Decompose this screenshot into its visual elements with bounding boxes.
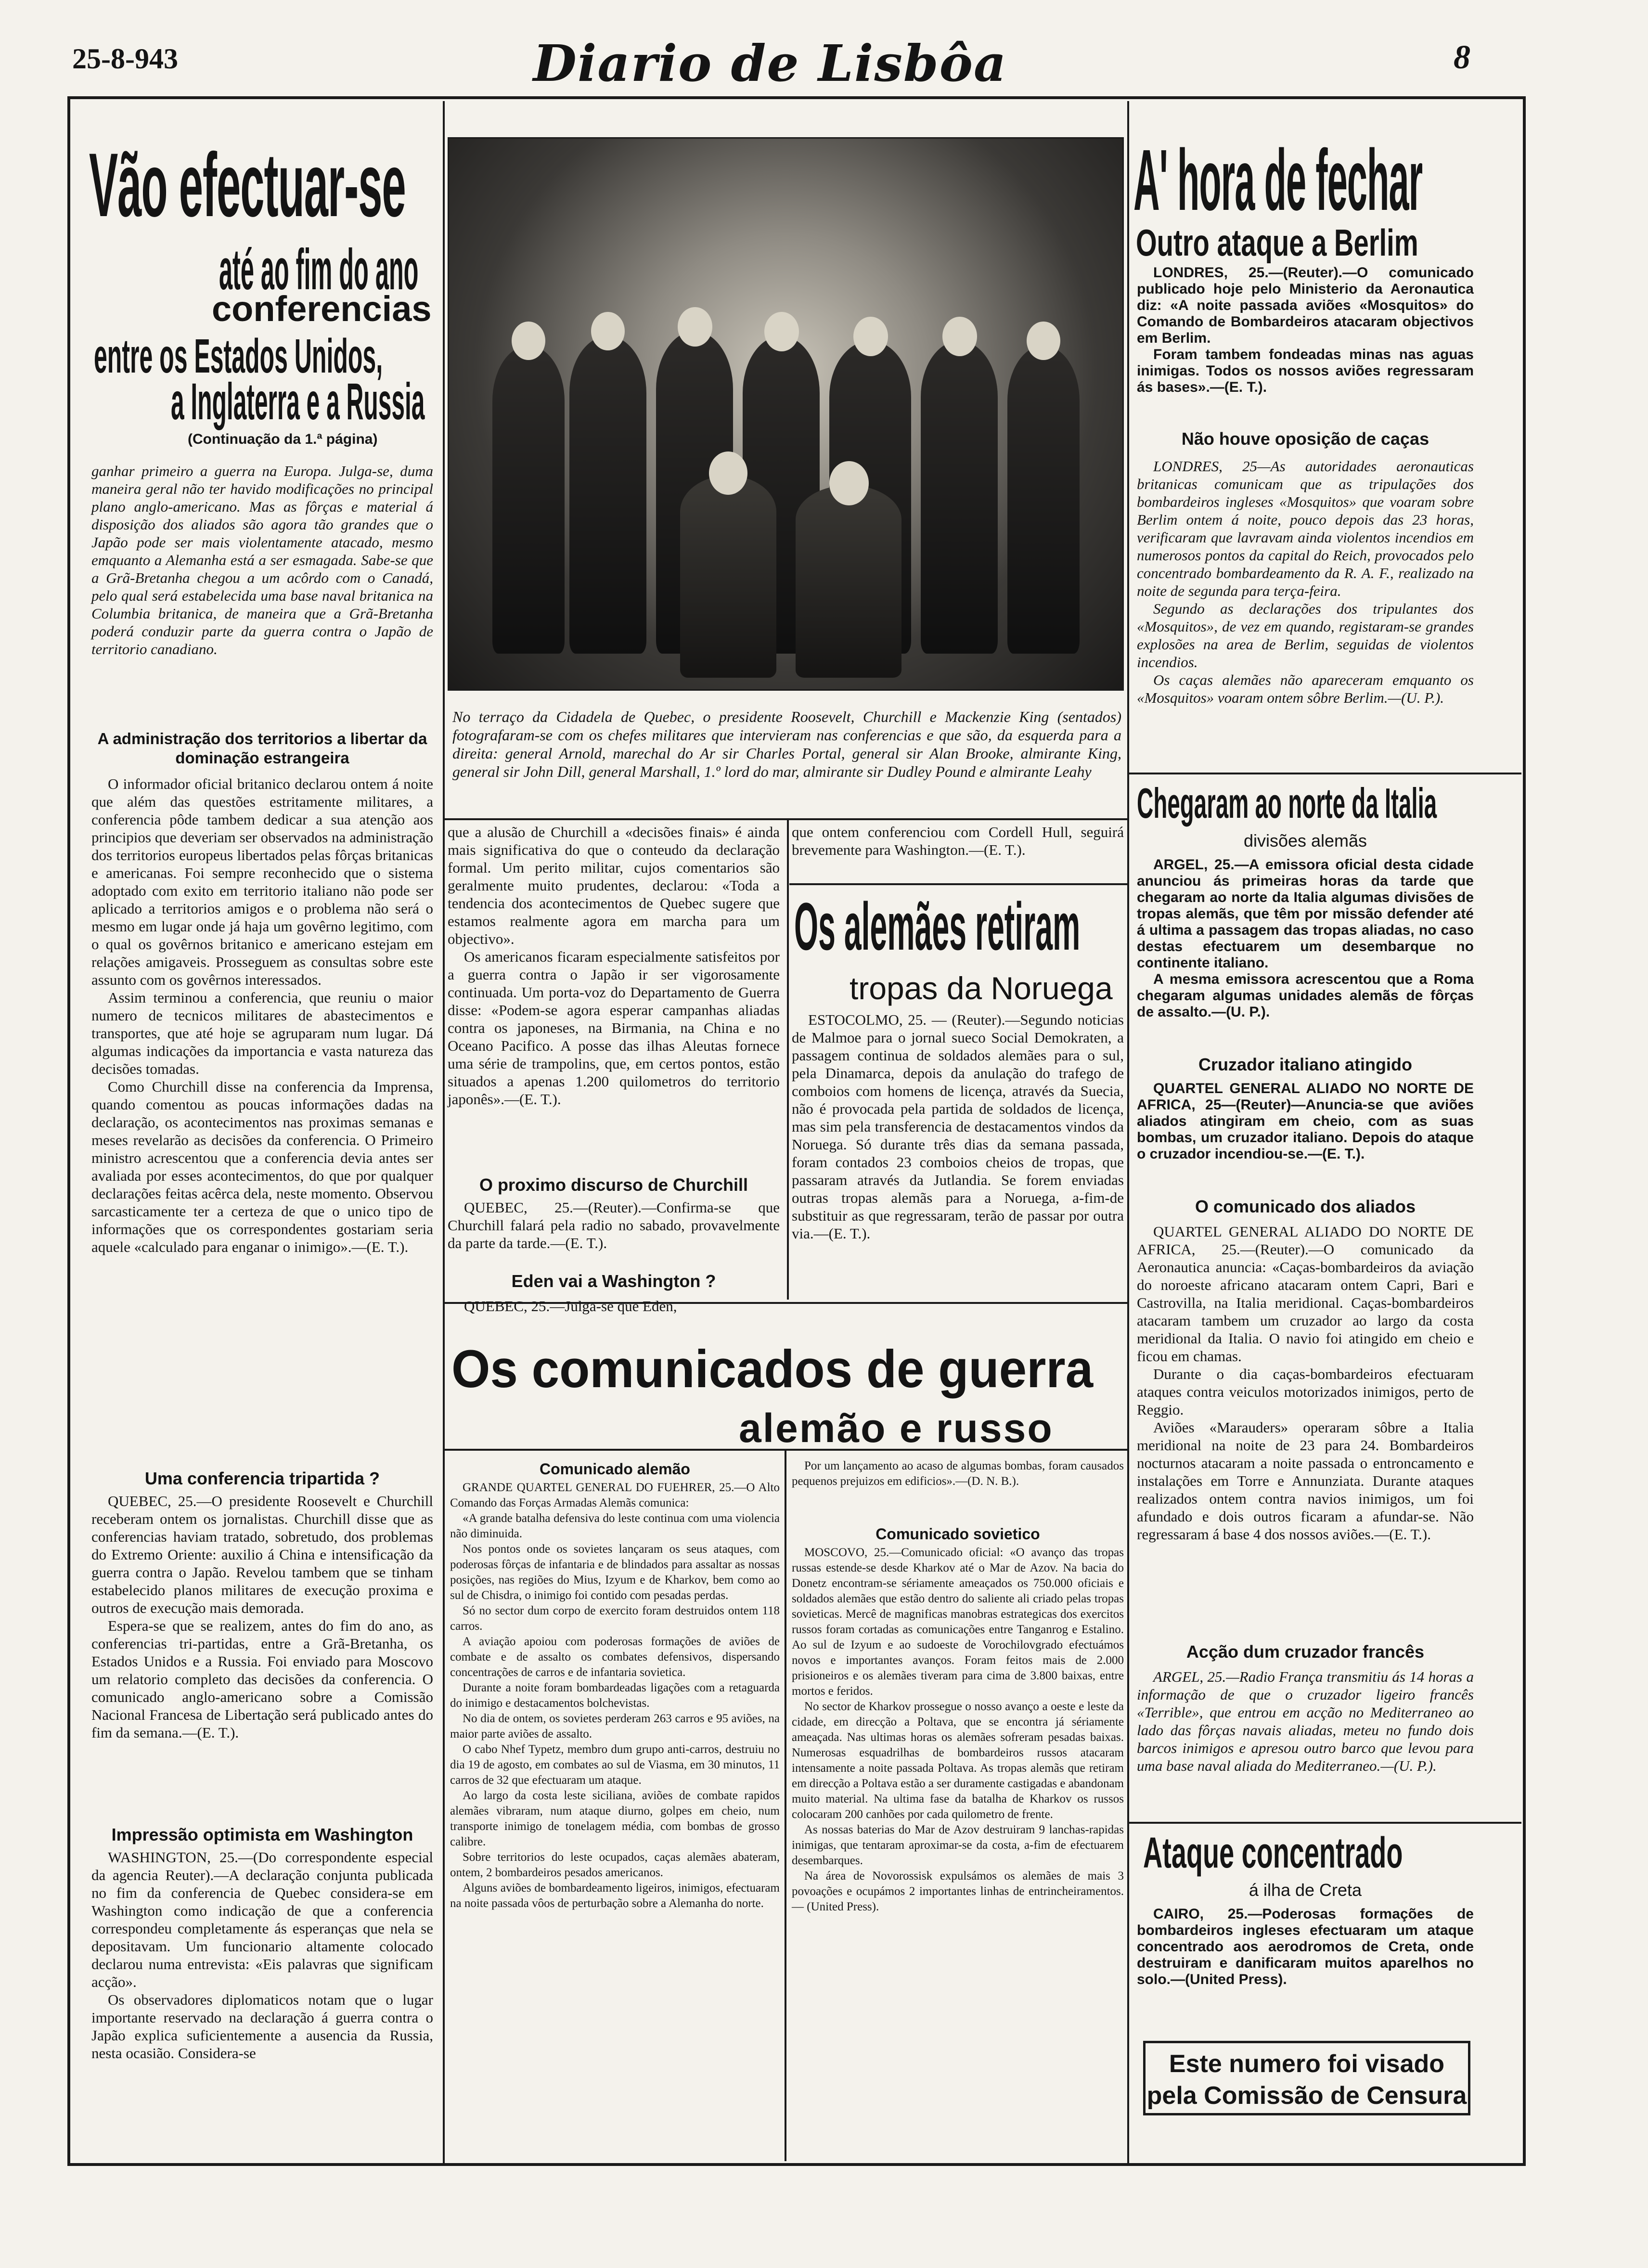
masthead-title: Diario de Lisbôa xyxy=(533,34,1007,93)
paragraph: Só no sector dum corpo de exercito foram destruidos ontem 118 carros. xyxy=(450,1604,780,1633)
paragraph: No dia de ontem, os sovietes perderam 263 carros e 95 aviões, na maior parte aviões de assalto. xyxy=(450,1712,780,1740)
censorship-stamp xyxy=(1143,2041,1470,2115)
section-subheading: Não houve oposição de caças xyxy=(1181,429,1429,449)
paragraph: As nossas baterias do Mar de Azov destruiram 9 lanchas-rapidas inimigas, que tentaram aproximar-se da costa, a-fim de efectuarem desembarques. xyxy=(792,1823,1124,1867)
section-subheading: A administração dos territorios a libertar da dominação estrangeira xyxy=(97,730,427,767)
paragraph: Aviões «Marauders» operaram sôbre a Italia meridional na noite de 23 para 24. Bombardeiros nocturnos atacaram a noite passada o entroncamento e instalações em Torre e Annunziata. Durante ataques realizados ontem contra navios inimigos, um foi afundado e dois outros ficaram a afundar-se. Não regressaram á base 4 dos nossos aviões.—(E. T.). xyxy=(1137,1419,1474,1543)
article-text xyxy=(792,1545,1124,1915)
italia-deck: divisões alemãs xyxy=(1243,831,1367,850)
paragraph: «A grande batalha defensiva do leste continua com uma violencia não diminuida. xyxy=(450,1512,780,1540)
section-subheading: Comunicado alemão xyxy=(540,1460,690,1478)
paragraph: Por um lançamento ao acaso de algumas bombas, foram causados pequenos prejuizos em edificios».—(D. N. B.). xyxy=(792,1459,1124,1488)
paragraph: No sector de Kharkov prossegue o nosso avanço a oeste e leste da cidade, em direcção a Poltava, que se encontra já sériamente ameaçada. Nas ultimas horas os alemães sofreram pesadas baixas. Numerosas esquadrilhas de bombardeiros russos atacaram intensamente a noite passada Poltava. As tropas alemãs que retiram em direcção a Poltava estão a ser duramente castigadas e abandonam muito material. Na ultima fase da batalha de Kharkov os russos colocaram 200 canhões por cada quilometro de frente. xyxy=(792,1700,1124,1821)
paragraph: Durante o dia caças-bombardeiros efectuaram ataques contra veiculos motorizados inimigos, perto de Reggio. xyxy=(1137,1366,1474,1418)
paragraph: Alguns aviões de bombardeamento ligeiros, inimigos, efectuaram na noite passada vôos de perturbação sobre a Alemanha do norte. xyxy=(450,1881,780,1910)
conference-photo xyxy=(448,137,1124,691)
norway-headline: Os alemães retiram xyxy=(794,889,1081,964)
paragraph: Foram tambem fondeadas minas nas aguas inimigas. Todos os nossos aviões regressaram ás bases».—(E. T.). xyxy=(1137,347,1474,395)
page-number: 8 xyxy=(1454,39,1470,76)
paragraph: ESTOCOLMO, 25. — (Reuter).—Segundo noticias de Malmoe para o jornal sueco Social Demokraten, a passagem continua de soldados alemães para o sul, pela Dinamarca, depois da anulação do trafego de comboios com homens de licença, através da Suecia, não é provocada pela partida de soldados de licença, mas sim pela transferencia de destacamentos vindos da Noruega. Só durante três dias da semana passada, foram contados 23 comboios cheios de tropas, que passaram através da Jutlandia. Se forem enviadas outras tropas alemãs para a Noruega, a-fim-de substituir as que regressaram, terão de passar por outra via.—(E. T.). xyxy=(792,1011,1124,1242)
communiques-headline: Os comunicados de guerra xyxy=(451,1340,1094,1399)
article-text xyxy=(1137,1081,1474,1162)
article-text xyxy=(448,823,780,1108)
paragraph: A mesma emissora acrescentou que a Roma chegaram algumas unidades alemãs de fôrças de assalto.—(U. P.). xyxy=(1137,971,1474,1020)
section-divider xyxy=(445,1449,1127,1451)
article-text xyxy=(91,1848,433,2062)
article-text xyxy=(792,1011,1124,1242)
article-text xyxy=(792,823,1124,859)
left-deck-2: conferencias xyxy=(212,289,432,329)
photo-caption: No terraço da Cidadela de Quebec, o presidente Roosevelt, Churchill e Mackenzie King (sentados) fotografaram-se com os chefes militares que intervieram nas conferencias e que são, da esquerda para a direita: general Arnold, marechal do Ar sir Charles Portal, general sir Alan Brooke, almirante King, general sir John Dill, general Marshall, 1.º lord do mar, almirante sir Dudley Pound e almirante Leahy xyxy=(452,708,1121,780)
section-divider xyxy=(445,1302,1127,1304)
paragraph: Assim terminou a conferencia, que reuniu o maior numero de tecnicos militares de abastecimentos e transportes, que até hoje se agruparam num lugar. Dá algumas indicações da importancia e vasta natureza das decisões tomadas. xyxy=(91,989,433,1077)
section-subheading: Eden vai a Washington ? xyxy=(511,1271,716,1291)
paragraph: Espera-se que se realizem, antes do fim do ano, as conferencias tri-partidas, entre a Grã-Bretanha, os Estados Unidos e a Russia. Foi enviado para Moscovo um relatorio completo das decisões da conferencia. O comunicado anglo-americano sobre a Comissão Nacional Francesa de Libertação será publicado antes do fim da semana.—(E. T.). xyxy=(91,1617,433,1741)
article-text xyxy=(91,775,433,1256)
italia-headline: Chegaram ao norte da Italia xyxy=(1137,779,1437,827)
paragraph: Nos pontos onde os sovietes lançaram os seus ataques, com poderosas fôrças de infantaria e de blindados para assaltar as nossas posições, nas regiões do Mius, Izyum e de Kharkov, bem como ao sul de Chisdra, o inimigo foi contido com pesadas perdas. xyxy=(450,1543,780,1602)
continuation-note: (Continuação da 1.ª página) xyxy=(188,431,378,447)
section-divider xyxy=(1129,1822,1521,1824)
paragraph: ARGEL, 25.—Radio França transmitiu ás 14 horas a informação de que o cruzador ligeiro francês «Terrible», que entrou em acção no Mediterraneo ao lado das fôrças navais aliadas, meteu no fundo dois barcos inimigos e apresou outro barco que levou para uma base naval aliada do Mediterraneo.—(U. P.). xyxy=(1137,1668,1474,1774)
paragraph: GRANDE QUARTEL GENERAL DO FUEHRER, 25.—O Alto Comando das Forças Armadas Alemãs comunica: xyxy=(450,1481,780,1509)
paragraph: O informador oficial britanico declarou ontem á noite que além das questões estritamente militares, a conferencia pôde tambem dedicar a sua atenção aos principios que deveriam ser observados na administração dos territorios europeus libertados pelas fôrças britanicas e americanas. Foi sempre reconhecido que o sistema adoptado com exito em territorio italiano não pode ser aplicado a territorios amigos e o problema não será o mesmo em lugar onde já haja um govêrno legitimo, com o qual os govêrnos britanico e americano estejam em relações amigaveis. Prosseguem as consultas sobre este assunto com os govêrnos interessados. xyxy=(91,775,433,988)
article-text xyxy=(1137,857,1474,1020)
paragraph: QUEBEC, 25.—(Reuter).—Confirma-se que Churchill falará pela radio no sabado, provavelmente da parte da tarde.—(E. T.). xyxy=(448,1199,780,1251)
article-text xyxy=(1137,265,1474,396)
article-text xyxy=(1137,1223,1474,1543)
left-deck-4: a Inglaterra e a Russia xyxy=(171,372,425,430)
creta-headline: Ataque concentrado xyxy=(1143,1829,1403,1877)
right-headline: A' hora de fechar xyxy=(1133,132,1423,229)
paragraph: ARGEL, 25.—A emissora oficial desta cidade anunciou ás primeiras horas da tarde que chegaram ao norte da Italia algumas divisões de tropas alemãs, que têm por missão defender até á ultima a passagem das tropas aliadas, no caso destas efectuarem um desembarque no continente italiano. xyxy=(1137,857,1474,971)
section-divider xyxy=(445,818,1127,820)
article-text xyxy=(91,462,433,658)
left-headline: Vão efectuar-se xyxy=(89,134,406,235)
paragraph: ganhar primeiro a guerra na Europa. Julga-se, duma maneira geral não ter havido modificações no principal plano anglo-americano. Mas as fôrças e material á disposição dos aliados são agora tão grandes que o Japão pode ser mais violentamente atacado, mesmo emquanto a Alemanha está a ser esmagada. Sabe-se que a Grã-Bretanha chegou a um acôrdo com o Canadá, pelo qual será estabelecida uma base naval britanica na Columbia britanica, de maneira que a Grã-Bretanha poderá conduzir parte da guerra contra o Japão de territorio canadiano. xyxy=(91,463,433,657)
paragraph: QUARTEL GENERAL ALIADO NO NORTE DE AFRICA, 25—(Reuter)—Anuncia-se que aviões aliados atingiram em cheio, com as suas bombas, um cruzador italiano. Depois do ataque o cruzador incendiou-se.—(E. T.). xyxy=(1137,1081,1474,1162)
paragraph: QUEBEC, 25.—O presidente Roosevelt e Churchill receberam ontem os jornalistas. Churchill disse que as conferencias haviam tratado, sobretudo, dos problemas do Extremo Oriente: auxilio á China e intensificação da guerra contra o Japão. Revelou tambem que se tinham estabelecido planos militares de execução proxima e outros de execução mais demorada. xyxy=(91,1493,433,1616)
censorship-line-1: Este numero foi visado xyxy=(1169,2050,1445,2078)
section-divider xyxy=(1129,773,1521,774)
paragraph: que a alusão de Churchill a «decisões finais» é ainda mais significativa do que o conteudo da declaração formal. Um perito militar, cujos comentarios são geralmente muito prudentes, declarou: «Toda a tendencia dos acontecimentos de Quebec sugere que estamos realmente agora em marcha para um objectivo». xyxy=(448,824,780,947)
section-subheading: Comunicado sovietico xyxy=(876,1525,1040,1543)
masthead-date: 25-8-943 xyxy=(72,43,178,75)
article-text xyxy=(1137,1906,1474,1988)
paragraph: Segundo as declarações dos tripulantes dos «Mosquitos», de vez em quando, registaram-se grandes explosões na area de Berlim, seguidas de violentos incendios. xyxy=(1137,600,1474,670)
article-text xyxy=(91,1492,433,1741)
paragraph: Sobre territorios do leste ocupados, caças alemães abateram, ontem, 2 bombardeiros pesados americanos. xyxy=(450,1851,780,1879)
paragraph: que ontem conferenciou com Cordell Hull, seguirá brevemente para Washington.—(E. T.). xyxy=(792,824,1124,858)
section-subheading: O proximo discurso de Churchill xyxy=(479,1175,748,1195)
paragraph: LONDRES, 25.—(Reuter).—O comunicado publicado hoje pelo Ministerio da Aeronautica diz: «A noite passada aviões «Mosquitos» do Comando de Bombardeiros atacaram objectivos em Berlim. xyxy=(1137,265,1474,346)
left-deck-3: entre os Estados Unidos, xyxy=(94,329,383,383)
article-text xyxy=(450,1480,780,1911)
communiques-deck: alemão e russo xyxy=(739,1405,1054,1451)
article-text xyxy=(448,1198,780,1252)
article-text xyxy=(1137,457,1474,707)
section-subheading: Acção dum cruzador francês xyxy=(1186,1642,1425,1662)
paragraph: CAIRO, 25.—Poderosas formações de bombardeiros ingleses efectuaram um ataque concentrado aos aerodromos de Creta, onde destruiram e danificaram muitos aparelhos no solo.—(United Press). xyxy=(1137,1906,1474,1987)
section-subheading: Outro ataque a Berlim xyxy=(1136,221,1418,264)
paragraph: Os observadores diplomaticos notam que o lugar importante reservado na declaração á guerra contra o Japão explica suficientemente a ausencia da Russia, nesta ocasião. Considera-se xyxy=(91,1991,433,2062)
section-subheading: Impressão optimista em Washington xyxy=(111,1825,413,1844)
paragraph: QUARTEL GENERAL ALIADO DO NORTE DE AFRICA, 25.—(Reuter).—O comunicado da Aeronautica anuncia: «Caças-bombardeiros da aviação do noroeste africano atacaram ontem Capri, Bari e Castrovilla, na Italia meridional. Caças-bombardeiros atacaram tambem um cruzador ao largo da costa meridional da Italia. O navio foi atingido em cheio e ficou em chamas. xyxy=(1137,1223,1474,1365)
paragraph: MOSCOVO, 25.—Comunicado oficial: «O avanço das tropas russas estende-se desde Kharkov até o Mar de Azov. Na bacia do Donetz encontram-se sériamente ameaçados os 750.000 oficiais e soldados alemães que estão dentro do saliente ali criado pelas tropas sovieticas. Mercê de magnificas manobras estrategicas dos exercitos russos foram cortadas as comunicações entre Tanganrog e Estalino. Ao sul de Izyum e ao sudoeste de Vorochilovgrado efectuámos novos e importantes avanços. Foram feitos mais de 2.000 prisioneiros e os alemães tiveram para cima de 3.800 baixas, entre mortos e feridos. xyxy=(792,1546,1124,1698)
article-text xyxy=(1137,1668,1474,1775)
paragraph: Os caças alemães não apareceram emquanto os «Mosquitos» voaram ontem sôbre Berlim.—(U. P.). xyxy=(1137,671,1474,706)
section-subheading: Uma conferencia tripartida ? xyxy=(144,1469,380,1488)
paragraph: Os americanos ficaram especialmente satisfeitos por a guerra contra o Japão ir ser vigorosamente continuada. Um porta-voz do Departamento de Guerra disse: «Podem-se agora esperar campanhas aliadas contra os japoneses, na Birmania, na China e no Oceano Pacifico. A posse das ilhas Aleutas fornece uma série de trampolins, que, em certos pontos, estão situados a apenas 1.200 quilometros do territorio japonês».—(E. T.). xyxy=(448,948,780,1108)
section-divider xyxy=(789,883,1127,885)
paragraph: Na área de Novorossisk expulsámos os alemães de mais 3 povoações e ocupámos 2 importantes linhas de entrincheiramentos. — (United Press). xyxy=(792,1869,1124,1913)
article-text xyxy=(448,1297,780,1315)
column-rule xyxy=(443,101,445,2166)
paragraph: Ao largo da costa leste siciliana, aviões de combate rapidos alemães vibraram, num ataque diurno, golpes em cheio, num transporte inimigo de tonelagem média, com bombas de grosso calibre. xyxy=(450,1789,780,1848)
paragraph: Como Churchill disse na conferencia da Imprensa, quando comentou as poucas informações dadas na declaração, os acontecimentos nas proximas semanas e meses revelarão as decisões da conferencia. O Primeiro ministro acrescentou que a conferencia devia antes ser avaliada por esses acontecimentos, do que por qualquer declarações feitas acêrca dela, neste momento. Observou sarcasticamente ter a certeza de que o unico tipo de informações que os correspondentes gostariam seria aquele «calculado para enganar o inimigo».—(E. T.). xyxy=(91,1078,433,1255)
creta-deck: á ilha de Creta xyxy=(1249,1880,1362,1900)
section-subheading: O comunicado dos aliados xyxy=(1195,1197,1416,1216)
paragraph: O cabo Nhef Typetz, membro dum grupo anti-carros, destruiu no dia 19 de agosto, em combates ao sul de Viasma, em 30 minutos, 11 carros de 32 que efectuaram um ataque. xyxy=(450,1743,780,1787)
paragraph: A aviação apoiou com poderosas formações de aviões de combate e de assalto os combates defensivos, dispersando concentrações de carros e de infantaria sovietica. xyxy=(450,1635,780,1679)
paragraph: Durante a noite foram bombardeadas ligações com a retaguarda do inimigo e destacamentos bolchevistas. xyxy=(450,1681,780,1710)
column-rule xyxy=(785,1449,786,2161)
norway-deck: tropas da Noruega xyxy=(850,970,1113,1006)
column-rule xyxy=(787,818,789,1300)
paragraph: WASHINGTON, 25.—(Do correspondente especial da agencia Reuter).—A declaração conjunta publicada no fim da conferencia de Quebec considera-se em Washington como indicação de que a conferencia correspondeu completamente ás esperanças que nela se depositavam. Um funcionario altamente colocado declarou numa entrevista: «Eis palavras que significam acção». xyxy=(91,1849,433,1990)
censorship-line-2: pela Comissão de Censura xyxy=(1146,2082,1467,2110)
paragraph: QUEBEC, 25.—Julga-se que Eden, xyxy=(464,1298,677,1314)
paragraph: LONDRES, 25—As autoridades aeronauticas britanicas comunicam que as tripulações dos bombardeiros ingleses «Mosquitos» que voaram sobre Berlim ontem á noite, pouco depois das 23 horas, verificaram que lavravam ainda violentos incendios em numerosos pontos da capital do Reich, provocados pelo concentrado bombardeamento da R. A. F., realizado na noite de segunda para terça-feira. xyxy=(1137,458,1474,599)
left-deck-1: até ao fim do ano xyxy=(219,237,419,302)
column-rule xyxy=(1127,101,1129,2166)
article-text xyxy=(792,1458,1124,1489)
section-subheading: Cruzador italiano atingido xyxy=(1198,1055,1412,1074)
